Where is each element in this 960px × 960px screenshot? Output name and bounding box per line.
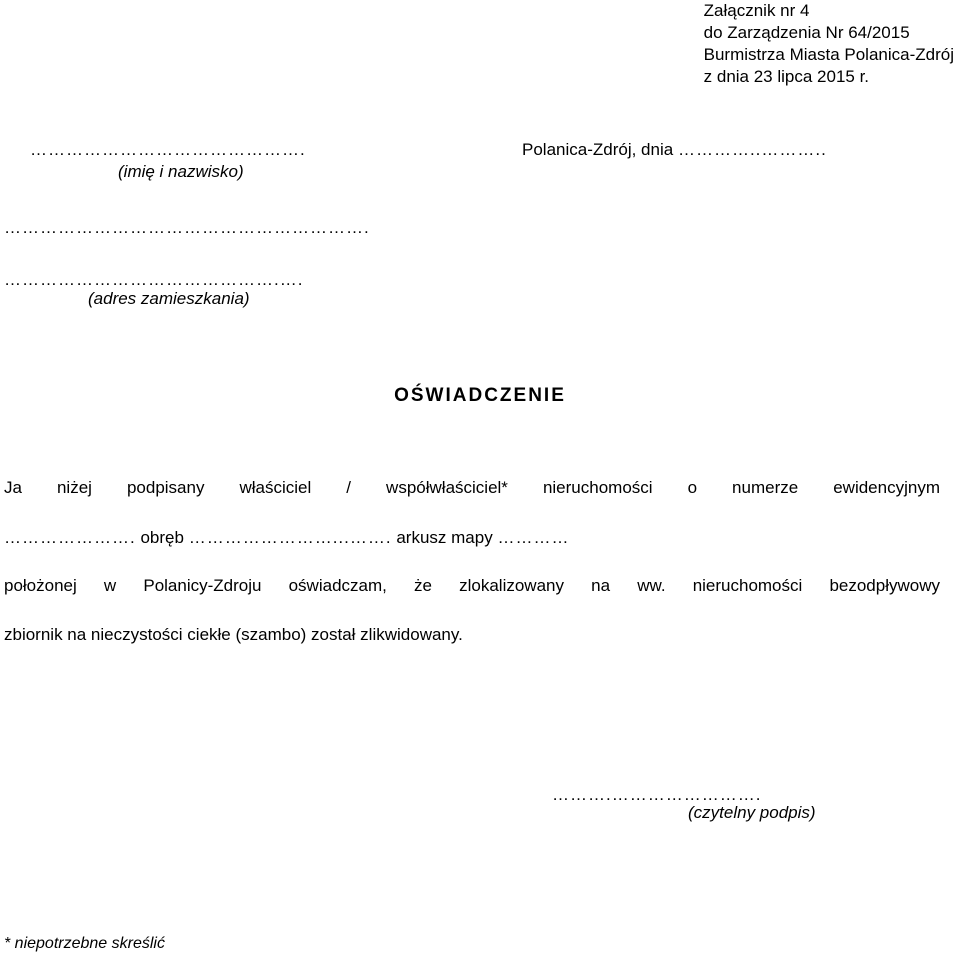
statement-line-1: Ja niżej podpisany właściciel / współwłaściciel* nieruchomości o numerze ewidencyjnym [4, 478, 940, 497]
document-title: OŚWIADCZENIE [394, 385, 566, 406]
map-sheet-dots[interactable]: ………… [497, 528, 570, 547]
signature-dots[interactable]: ……….……………………. [552, 785, 762, 804]
address-field-dots-line2[interactable]: ……………………………………….…. [4, 270, 304, 289]
statement-line-2 [4, 528, 569, 548]
place-date-label: Polanica-Zdrój, dnia [522, 140, 674, 159]
statement-line-3: położonej w Polanicy-Zdroju oświadczam, że zlokalizowany na ww. nieruchomości bezodpływowy [4, 576, 940, 595]
footnote: * niepotrzebne skreślić [4, 935, 165, 952]
attachment-number: Załącznik nr 4 [703, 1, 810, 20]
precinct-label: obręb [140, 528, 184, 547]
attachment-header [704, 0, 954, 88]
ordinance-reference: do Zarządzenia Nr 64/2015 [703, 23, 910, 42]
parcel-number-dots[interactable]: …………………. [4, 528, 136, 547]
name-field-caption: (imię i nazwisko) [118, 162, 244, 181]
place-date [522, 140, 827, 160]
address-field-caption: (adres zamieszkania) [88, 289, 250, 308]
address-field-dots-line1[interactable]: ……………………………………………………. [4, 218, 370, 237]
name-field-dots[interactable]: ………………………………………. [30, 140, 306, 159]
ordinance-date: z dnia 23 lipca 2015 r. [703, 67, 870, 86]
date-field-dots[interactable]: …………..……….. [677, 140, 827, 159]
map-sheet-label: arkusz mapy [396, 528, 493, 547]
precinct-dots[interactable]: ……………………...……. [188, 528, 392, 547]
signature-caption: (czytelny podpis) [688, 803, 816, 822]
issuer: Burmistrza Miasta Polanica-Zdrój [703, 45, 954, 64]
statement-line-4: zbiornik na nieczystości ciekłe (szambo) został zlikwidowany. [4, 625, 463, 644]
